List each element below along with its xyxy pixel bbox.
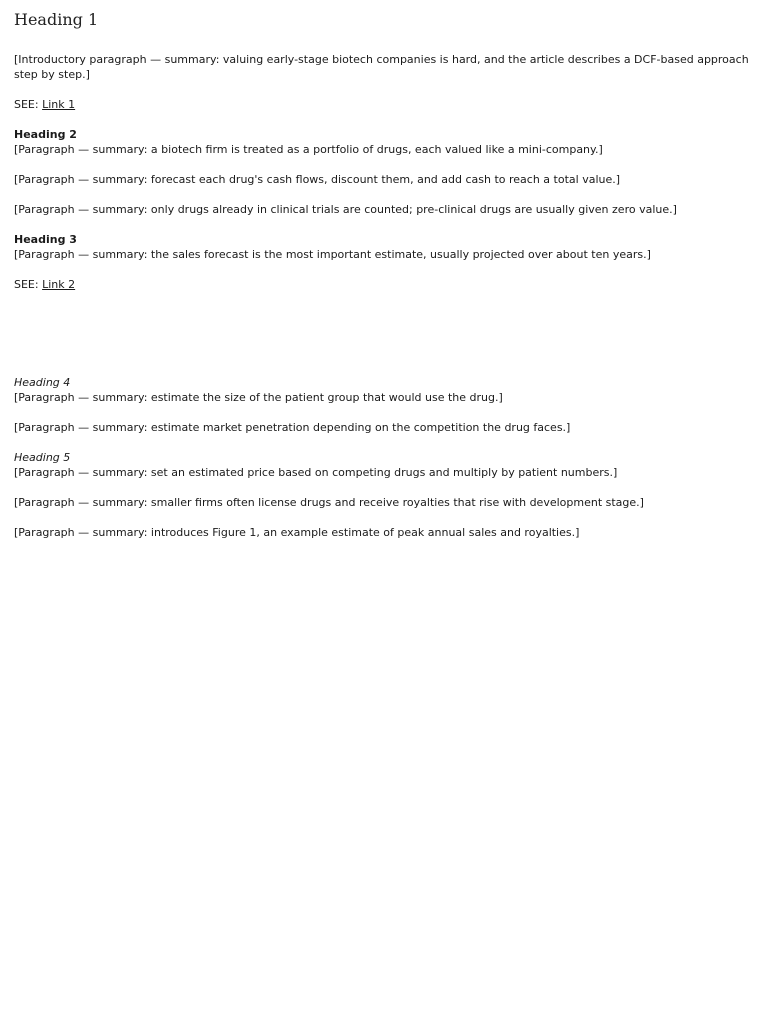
price-paragraph-2: [Paragraph — summary: smaller firms often license drugs and receive royalties that rise with development stage.] [14, 496, 644, 509]
see-link-1[interactable]: Link 1 [42, 98, 76, 111]
market-text-1: [Paragraph — summary: estimate the size of the patient group that would use the drug.] [14, 391, 503, 404]
price-paragraph-3: [Paragraph — summary: introduces Figure 1, an example estimate of peak annual sales and royalties.] [14, 526, 580, 539]
portfolio-text-1: [Paragraph — summary: a biotech firm is treated as a portfolio of drugs, each valued like a mini-company.] [14, 143, 603, 156]
portfolio-paragraph-2: [Paragraph — summary: forecast each drug's cash flows, discount them, and add cash to reach a total value.] [14, 173, 621, 186]
heading-portfolio: Heading 2 [14, 128, 77, 141]
forecasting-paragraph-1 [14, 232, 756, 262]
heading-forecasting: Heading 3 [14, 233, 77, 246]
market-paragraph-2: [Paragraph — summary: estimate market penetration depending on the competition the drug faces.] [14, 421, 571, 434]
price-paragraph-1 [14, 450, 756, 480]
see-reference-2 [14, 277, 756, 292]
see-prefix: SEE: [14, 98, 39, 111]
see-prefix-2: SEE: [14, 278, 39, 291]
see-reference-1 [14, 97, 756, 112]
price-text-1: [Paragraph — summary: set an estimated price based on competing drugs and multiply by patient numbers.] [14, 466, 618, 479]
portfolio-paragraph-1 [14, 127, 756, 157]
subheading-market: Heading 4 [14, 376, 71, 389]
forecasting-text-1: [Paragraph — summary: the sales forecast is the most important estimate, usually projected over about ten years.] [14, 248, 651, 261]
market-paragraph-1 [14, 375, 756, 405]
intro-paragraph: [Introductory paragraph — summary: valuing early-stage biotech companies is hard, and the article describes a DCF-based approach step by step.] [14, 53, 749, 81]
article-title: Heading 1 [14, 10, 99, 29]
see-link-2[interactable]: Link 2 [42, 278, 76, 291]
portfolio-paragraph-3: [Paragraph — summary: only drugs already in clinical trials are counted; pre-clinical drugs are usually given zero value.] [14, 203, 677, 216]
blank-spacer [14, 307, 756, 375]
subheading-price: Heading 5 [14, 451, 71, 464]
